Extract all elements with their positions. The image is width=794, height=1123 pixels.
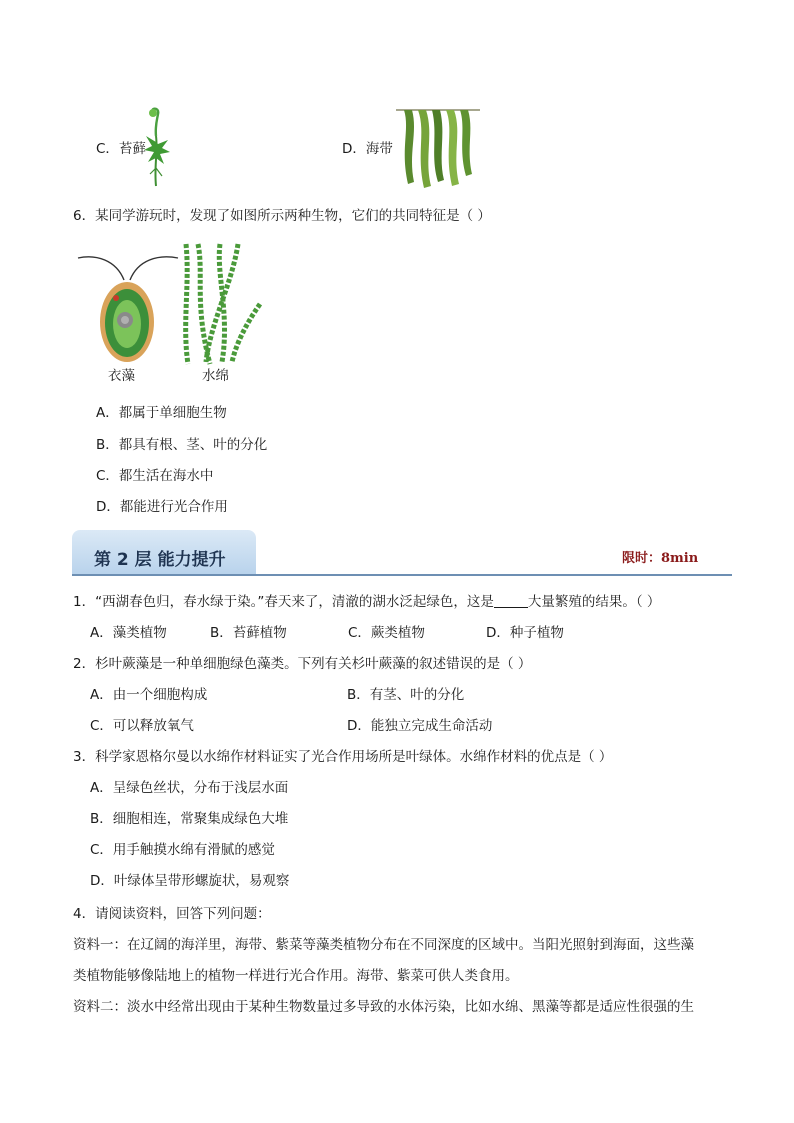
q4-material-1-line-2: 类植物能够像陆地上的植物一样进行光合作用。海带、紫菜可供人类食用。 [73, 968, 519, 984]
q6-option-a: A．都属于单细胞生物 [96, 405, 227, 421]
option-c-moss: C．苔藓 [96, 141, 146, 157]
q2-option-a: A．由一个细胞构成 [90, 687, 208, 703]
q6-stem: 6．某同学游玩时，发现了如图所示两种生物，它们的共同特征是（ ） [73, 208, 491, 224]
chlamydomonas-image [76, 250, 180, 366]
q3-option-d: D．叶绿体呈带形螺旋状，易观察 [90, 873, 290, 889]
spirogyra-image [180, 244, 266, 364]
q2-option-b: B．有茎、叶的分化 [347, 687, 465, 703]
q4-material-1-line-1: 资料一：在辽阔的海洋里，海带、紫菜等藻类植物分布在不同深度的区域中。当阳光照射到海面，这些藻 [73, 937, 694, 953]
kelp-image [396, 104, 480, 190]
spirogyra-label: 水绵 [202, 368, 229, 384]
q6-option-d: D．都能进行光合作用 [96, 499, 228, 515]
chlamydomonas-label: 衣藻 [108, 368, 135, 384]
q4-material-2-line-1: 资料二：淡水中经常出现由于某种生物数量过多导致的水体污染，比如水绵、黑藻等都是适应性很强的生 [73, 999, 694, 1015]
q6-option-c: C．都生活在海水中 [96, 468, 214, 484]
option-d-kelp: D．海带 [342, 141, 393, 157]
q2-option-c: C．可以释放氧气 [90, 718, 194, 734]
q3-stem: 3．科学家恩格尔曼以水绵作材料证实了光合作用场所是叶绿体。水绵作材料的优点是（ ） [73, 749, 613, 765]
q1-stem-before: 1．“西湖春色归，春水绿于染。”春天来了，清澈的湖水泛起绿色，这是 [73, 594, 494, 610]
q1-stem [73, 592, 660, 612]
q3-option-b: B．细胞相连，常聚集成绿色大堆 [90, 811, 289, 827]
q6-option-b: B．都具有根、茎、叶的分化 [96, 437, 268, 453]
q1-stem-after: 大量繁殖的结果。（ ） [527, 594, 661, 610]
section-divider [72, 574, 732, 576]
q1-blank [494, 593, 528, 608]
section-timer: 限时：8min [622, 551, 699, 566]
q1-option-d: D．种子植物 [486, 625, 564, 641]
q4-stem: 4．请阅读资料，回答下列问题： [73, 906, 271, 922]
q1-option-c: C．蕨类植物 [348, 625, 425, 641]
q2-option-d: D．能独立完成生命活动 [347, 718, 493, 734]
q2-stem: 2．杉叶蕨藻是一种单细胞绿色藻类。下列有关杉叶蕨藻的叙述错误的是（ ） [73, 656, 532, 672]
q3-option-c: C．用手触摸水绵有滑腻的感觉 [90, 842, 275, 858]
moss-image [142, 106, 178, 188]
q1-option-b: B．苔藓植物 [210, 625, 287, 641]
q3-option-a: A．呈绿色丝状，分布于浅层水面 [90, 780, 289, 796]
section-title: 第 2 层 能力提升 [94, 550, 226, 570]
q1-option-a: A．藻类植物 [90, 625, 167, 641]
